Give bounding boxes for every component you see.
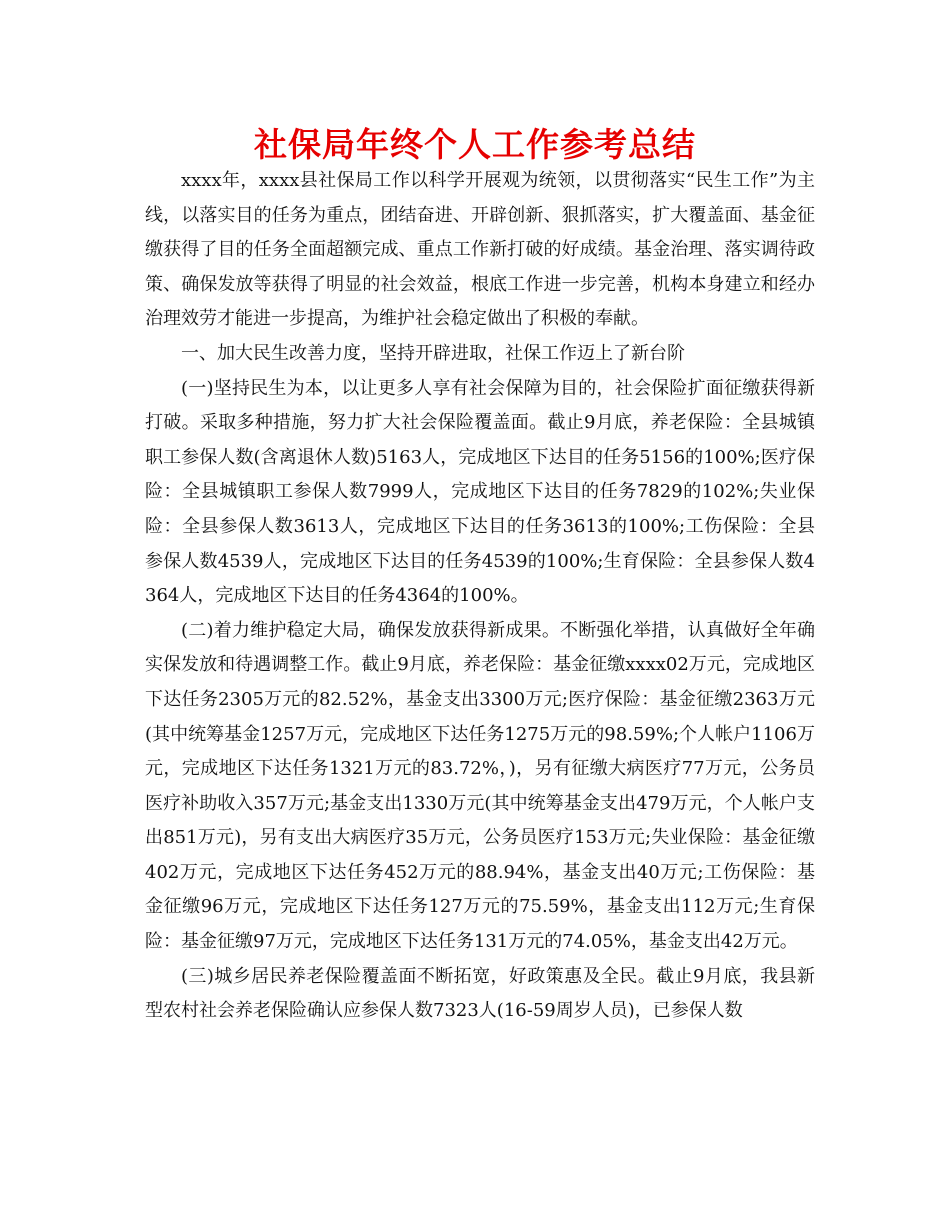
paragraph-intro: xxxx年，xxxx县社保局工作以科学开展观为统领，以贯彻落实“民生工作”为主线，以落实目的任务为重点，团结奋进、开辟创新、狠抓落实，扩大覆盖面、基金征缴获得了目的任务全面超额完成、重点工作新打破的好成绩。基金治理、落实调待政策、确保发放等获得了明显的社会效益，根底工作进一步完善，机构本身建立和经办治理效劳才能进一步提高，为维护社会稳定做出了积极的奉献。 [145, 170, 815, 330]
paragraph-item-2: (二)着力维护稳定大局，确保发放获得新成果。不断强化举措，认真做好全年确实保发放和待遇调整工作。截止9月底，养老保险：基金征缴xxxx02万元，完成地区下达任务2305万元的82.52%，基金支出3300万元;医疗保险：基金征缴2363万元(其中统筹基金1257万元，完成地区下达任务1275万元的98.59%;个人帐户1106万元，完成地区下达任务1321万元的83.72%，)，另有征缴大病医疗77万元，公务员医疗补助收入357万元;基金支出1330万元(其中统筹基金支出479万元，个人帐户支出851万元)，另有支出大病医疗35万元，公务员医疗153万元;失业保险：基金征缴402万元，完成地区下达任务452万元的88.94%，基金支出40万元;工伤保险：基金征缴96万元，完成地区下达任务127万元的75.59%，基金支出112万元;生育保险：基金征缴97万元，完成地区下达任务131万元的74.05%，基金支出42万元。 [145, 619, 815, 953]
paragraph-item-3: (三)城乡居民养老保险覆盖面不断拓宽，好政策惠及全民。截止9月底，我县新型农村社会养老保险确认应参保人数7323人(16-59周岁人员)，已参保人数 [145, 965, 815, 1022]
paragraph-section-heading: 一、加大民生改善力度，坚持开辟进取，社保工作迈上了新台阶 [181, 342, 685, 364]
paragraph-item-1: (一)坚持民生为本，以让更多人享有社会保障为目的，社会保险扩面征缴获得新打破。采取多种措施，努力扩大社会保险覆盖面。截止9月底，养老保险：全县城镇职工参保人数(含离退休人数)5163人，完成地区下达目的任务5156的100%;医疗保险：全县城镇职工参保人数7999人，完成地区下达目的任务7829的102%;失业保险：全县参保人数3613人，完成地区下达目的任务3613的100%;工伤保险：全县参保人数4539人，完成地区下达目的任务4539的100%;生育保险：全县参保人数4364人，完成地区下达目的任务4364的100%。 [145, 377, 815, 607]
document-body [145, 164, 815, 1029]
document-title: 社保局年终个人工作参考总结 [254, 125, 696, 164]
